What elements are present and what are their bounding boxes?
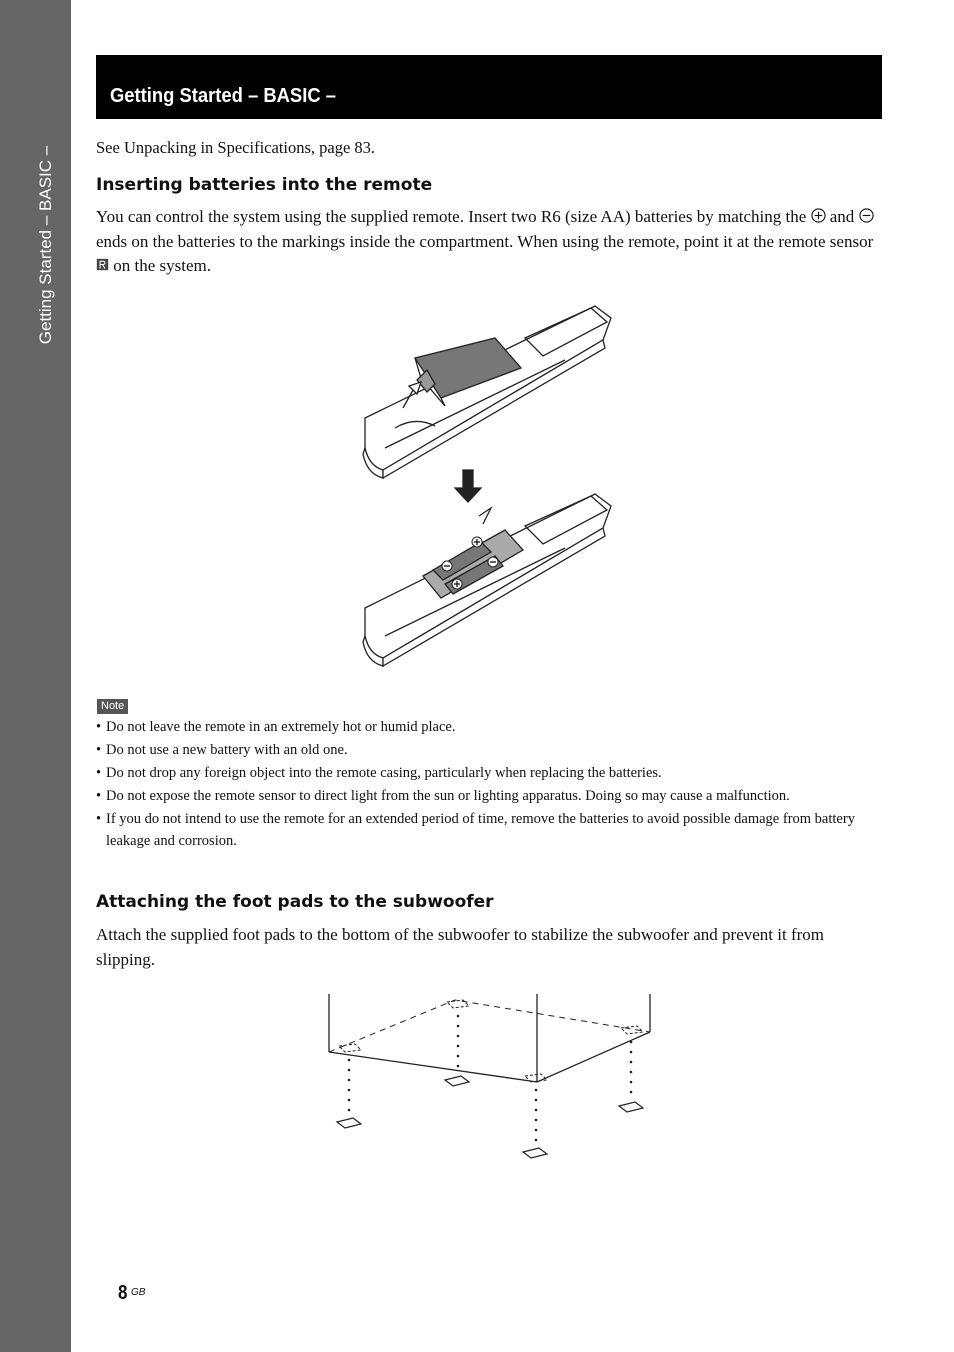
section-title: Getting Started – BASIC – — [110, 85, 336, 107]
note-item: • Do not expose the remote sensor to direct light from the sun or lighting apparatus. Doing so may cause a malfunction. — [96, 785, 886, 807]
batteries-text-2: ends on the batteries to the markings inside the compartment. When using the remote, point it at the remote sensor — [96, 231, 874, 251]
plus-circle-icon — [811, 207, 826, 226]
batteries-heading: Inserting batteries into the remote — [96, 175, 433, 195]
foot-pads-paragraph: Attach the supplied foot pads to the bottom of the subwoofer to stabilize the subwoofer and prevent it from slipping. — [96, 925, 824, 969]
subwoofer-footpad-illustration — [325, 990, 655, 1162]
intro-text: See Unpacking in Specifications, page 83. — [96, 138, 376, 157]
side-tab — [0, 0, 71, 1352]
batteries-text-1: You can control the system using the supplied remote. Insert two R6 (size AA) batteries by matching the — [96, 207, 811, 226]
note-list — [96, 716, 886, 853]
remote-sensor-icon — [96, 256, 109, 275]
side-tab-text: Getting Started – BASIC – — [36, 145, 55, 345]
batteries-paragraph — [96, 205, 886, 279]
batteries-text-3: on the system. — [109, 256, 211, 275]
note-badge: Note — [97, 699, 128, 714]
note-item: • Do not leave the remote in an extremely hot or humid place. — [96, 716, 886, 738]
note-item: • Do not use a new battery with an old one. — [96, 739, 886, 761]
section-header — [96, 55, 882, 119]
foot-pads-heading: Attaching the foot pads to the subwoofer — [96, 892, 494, 912]
page-number-suffix: GB — [131, 1287, 146, 1298]
note-item: • If you do not intend to use the remote for an extended period of time, remove the batteries to avoid possible damage from battery leakage and corrosion. — [96, 808, 886, 852]
remote-battery-illustration — [355, 298, 620, 670]
batteries-text-and: and — [825, 207, 859, 226]
page-number: 8 — [118, 1282, 128, 1304]
minus-circle-icon — [859, 207, 874, 226]
note-item: • Do not drop any foreign object into the remote casing, particularly when replacing the batteries. — [96, 762, 886, 784]
